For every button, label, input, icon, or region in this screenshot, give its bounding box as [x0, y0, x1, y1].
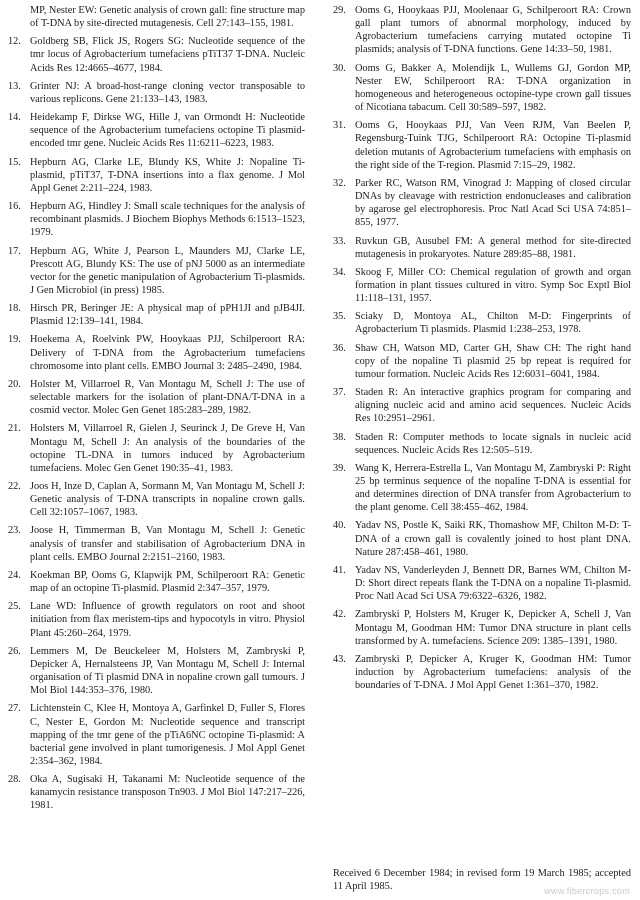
reference-number: 22.: [8, 481, 21, 492]
reference-entry: [8, 200, 305, 239]
reference-number: 33.: [333, 235, 346, 247]
reference-text: Grinter NJ: A broad-host-range cloning vector transposable to various replicons. Gene 21:133–143, 1983.: [30, 80, 305, 105]
reference-text: Staden R: Computer methods to locate signals in nucleic acid sequences. Nucleic Acids Res 12:505–519.: [355, 431, 631, 456]
reference-text: Joose H, Timmerman B, Van Montagu M, Schell J: Genetic analysis of transfer and stabilisation of Agrobacterium DNA in plant cells. EMBO Journal 2:2151–2160, 1983.: [30, 525, 305, 563]
reference-number: 36.: [333, 342, 346, 354]
reference-number: 39.: [333, 462, 346, 474]
reference-number: 26.: [8, 645, 21, 657]
reference-entry: [333, 431, 631, 457]
reference-number: 16.: [8, 201, 21, 213]
reference-entry: [8, 156, 305, 195]
reference-entry: [8, 35, 305, 74]
reference-text: Yadav NS, Vanderleyden J, Bennett DR, Barnes WM, Chilton M-D: Short direct repeats flank the T-DNA on a nopaline Ti-plasmid. Proc Natl Acad Sci USA 79:6322–6326, 1982.: [355, 564, 631, 603]
reference-column-right: [333, 4, 631, 697]
reference-entry: [333, 119, 631, 172]
reference-entry: [333, 62, 631, 115]
reference-number: 31.: [333, 120, 346, 132]
reference-number: 25.: [8, 601, 21, 613]
reference-entry: [333, 519, 631, 558]
reference-entry: [8, 333, 305, 372]
reference-number: 12.: [8, 36, 21, 48]
reference-text: Hepburn AG, Clarke LE, Blundy KS, White J: Nopaline Ti-plasmid, pTiT37, T-DNA insertions into a flax genome. J Mol Appl Genet 2:211–224, 1983.: [30, 156, 305, 194]
reference-entry: [8, 245, 305, 298]
reference-entry: [333, 177, 631, 230]
reference-text: Lane WD: Influence of growth regulators on root and shoot initiation from flax meristem-tips and hypocotyls in vitro. Physiol Plant 45:260–264, 1979.: [30, 601, 305, 639]
reference-entry: [333, 342, 631, 381]
reference-entry: [8, 600, 305, 639]
reference-text: Ruvkun GB, Ausubel FM: A general method for site-directed mutagenesis in prokaryotes. Nature 289:85–88, 1981.: [355, 235, 631, 260]
reference-number: 14.: [8, 112, 21, 124]
reference-text: Hoekema A, Roelvink PW, Hooykaas PJJ, Schilperoort RA: Delivery of T-DNA from the Agrobacterium tumefaciens chromosome into plant cells. EMBO Journal 3: 2485–2490, 1984.: [30, 334, 305, 372]
reference-number: 43.: [333, 653, 346, 665]
reference-text: Ooms G, Bakker A, Molendijk L, Wullems GJ, Gordon MP, Nester EW, Schilperoort RA: T-DNA organization in homogeneous and heterogeneous octopine-type crown gall tissues of Nicotiana tabacum. Cell 30:589–597, 1982.: [355, 62, 631, 114]
reference-number: 18.: [8, 303, 21, 315]
reference-text: MP, Nester EW: Genetic analysis of crown gall: fine structure map of T-DNA by site-directed mutagenesis. Cell 27:143–155, 1981.: [30, 5, 305, 30]
reference-number: 32.: [333, 177, 346, 189]
reference-text: Zambryski P, Depicker A, Kruger K, Goodman HM: Tumor induction by Agrobacterium tumefaciens: analysis of the boundaries of T-DNA. J Mol Appl Genet 1:361–370, 1982.: [355, 653, 631, 692]
reference-entry: [333, 653, 631, 692]
reference-entry: [8, 773, 305, 812]
reference-entry: [8, 111, 305, 150]
reference-text: Wang K, Herrera-Estrella L, Van Montagu M, Zambryski P: Right 25 bp terminus sequence of the nopaline T-DNA is essential for and determines direction of DNA transfer from Agrobacterium to the plant genome. Cell 38:455–462, 1984.: [355, 462, 631, 514]
reference-text: Lemmers M, De Beuckeleer M, Holsters M, Zambryski P, Depicker A, Hernalsteens JP, Van Montagu M, Schell J: Internal organisation of Ti plasmid DNA in nopaline crown gall tumours. J Mol Biol 144:353–376, 1980.: [30, 645, 305, 697]
reference-text: Holsters M, Villarroel R, Gielen J, Seurinck J, De Greve H, Van Montagu M, Schell J: An analysis of the boundaries of the octopine TL-DNA in tumors induced by Agrobacterium tumefaciens. Molec Gen Genet 190:35–41, 1983.: [30, 423, 305, 474]
reference-entry: [8, 302, 305, 328]
reference-entry: [8, 645, 305, 698]
reference-text: Sciaky D, Montoya AL, Chilton M-D: Fingerprints of Agrobacterium Ti plasmids. Plasmid 1:238–253, 1978.: [355, 311, 631, 336]
reference-number: 37.: [333, 387, 346, 399]
reference-text: Joos H, Inze D, Caplan A, Sormann M, Van Montagu M, Schell J: Genetic analysis of T-DNA transcripts in nopaline crown galls. Cell 32:1057–1067, 1983.: [30, 481, 305, 519]
reference-number: 21.: [8, 423, 21, 435]
reference-text: Skoog F, Miller CO: Chemical regulation of growth and organ formation in plant tissues cultured in vitro. Symp Soc Exptl Biol 11:118–131, 1957.: [355, 266, 631, 305]
reference-entry: [8, 378, 305, 417]
reference-entry: [8, 80, 305, 106]
reference-number: 42.: [333, 609, 346, 621]
reference-number: 30.: [333, 62, 346, 74]
reference-text: Holster M, Villarroel R, Van Montagu M, Schell J: The use of selectable markers for the isolation of plant-DNA/T-DNA in a cosmid vector. Molec Gen Genet 185:283–289, 1982.: [30, 378, 305, 417]
reference-entry: [333, 608, 631, 647]
reference-text: Yadav NS, Postle K, Saiki RK, Thomashow MF, Chilton M-D: T-DNA of a crown gall is covalently joined to host plant DNA. Nature 287:458–461, 1980.: [355, 520, 631, 558]
reference-text: Parker RC, Watson RM, Vinograd J: Mapping of closed circular DNAs by cleavage with restriction endonucleases and calibration by agarose gel electrophoresis. Proc Natl Acad Sci USA 74:851–855, 1977.: [355, 177, 631, 229]
reference-number: 28.: [8, 774, 21, 786]
reference-number: 35.: [333, 311, 346, 323]
reference-text: Lichtenstein C, Klee H, Montoya A, Garfinkel D, Fuller S, Flores C, Nester E, Gordon M: Nucleotide sequence and transcript mapping of the tmr gene of the pTiA6NC octopine Ti-plasmid: A bacterial gene involved in plant tumorigenesis. J Mol Appl Genet 2:354–362, 1984.: [30, 703, 305, 767]
reference-text: Oka A, Sugisaki H, Takanami M: Nucleotide sequence of the kanamycin resistance transposon Tn903. J Mol Biol 147:217–226, 1981.: [30, 774, 305, 812]
reference-entry: [333, 386, 631, 425]
reference-number: 23.: [8, 525, 21, 537]
reference-entry: [333, 564, 631, 603]
reference-entry: [8, 569, 305, 595]
reference-text: Hepburn AG, Hindley J: Small scale techniques for the analysis of recombinant plasmids. J Biochem Biophys Methods 6:1513–1523, 1979.: [30, 201, 305, 239]
reference-text: Shaw CH, Watson MD, Carter GH, Shaw CH: The right hand copy of the nopaline Ti plasmid 25 bp repeat is required for tumour formation. Nucleic Acids Res 12:6031–6041, 1984.: [355, 342, 631, 380]
reference-entry: [8, 4, 305, 30]
reference-column-left: [8, 4, 305, 818]
reference-text: Ooms G, Hooykaas PJJ, Moolenaar G, Schilperoort RA: Crown gall plant tumors of abnormal morphology, induced by Agrobacterium tumefaciens carrying mutated octopine Ti plasmids; analysis of T-DNA functions. Gene 14:33–50, 1981.: [355, 5, 631, 56]
reference-text: Hirsch PR, Beringer JE: A physical map of pPH1JI and pJB4JI. Plasmid 12:139–141, 1984.: [30, 303, 305, 328]
reference-entry: [333, 4, 631, 57]
reference-entry: [8, 422, 305, 475]
reference-entry: [333, 266, 631, 305]
reference-text: Staden R: An interactive graphics program for comparing and aligning nucleic acid and amino acid sequences. Nucleic Acids Res 10:2951–2961.: [355, 387, 631, 425]
reference-number: 40.: [333, 520, 346, 532]
reference-number: 19.: [8, 334, 21, 346]
reference-entry: [333, 310, 631, 336]
website-watermark: www.fibercrops.com: [544, 886, 630, 896]
reference-number: 41.: [333, 564, 346, 576]
reference-entry: [333, 235, 631, 261]
reference-entry: [333, 462, 631, 515]
reference-number: 27.: [8, 703, 21, 715]
reference-number: 38.: [333, 431, 346, 443]
reference-text: Heidekamp F, Dirkse WG, Hille J, van Ormondt H: Nucleotide sequence of the Agrobacterium tumefaciens octopine Ti plasmid-encoded tmr gene. Nucleic Acids Res 11:6211–6223, 1983.: [30, 112, 305, 150]
reference-text: Zambryski P, Holsters M, Kruger K, Depicker A, Schell J, Van Montagu M, Goodman HM: Tumor DNA structure in plant cells transformed by A. tumefaciens. Science 209: 1385–1391, 1980.: [355, 609, 631, 647]
reference-entry: [8, 702, 305, 768]
reference-text: Goldberg SB, Flick JS, Rogers SG: Nucleotide sequence of the tmr locus of Agrobacterium tumefaciens pTiT37 T-DNA. Nucleic Acids Res 12:4665–4677, 1984.: [30, 36, 305, 74]
reference-text: Hepburn AG, White J, Pearson L, Maunders MJ, Clarke LE, Prescott AG, Blundy KS: The use of pNJ 5000 as an intermediate vector for the genetic manipulation of Agrobacterium Ti-plasmids. J Gen Microbiol (in press) 1985.: [30, 245, 305, 296]
reference-number: 13.: [8, 80, 21, 92]
received-date-note: Received 6 December 1984; in revised form 19 March 1985; accepted 11 April 1985.: [333, 868, 631, 893]
reference-text: Koekman BP, Ooms G, Klapwijk PM, Schilperoort RA: Genetic map of an octopine Ti-plasmid. Plasmid 2:347–357, 1979.: [30, 569, 305, 595]
reference-number: 20.: [8, 378, 21, 390]
reference-number: 34.: [333, 266, 346, 278]
reference-entry: [8, 480, 305, 519]
reference-text: Ooms G, Hooykaas PJJ, Van Veen RJM, Van Beelen P, Regensburg-Tuink TJG, Schilperoort RA: Octopine Ti-plasmid deletion mutants of Agrobacterium tumefaciens with emphasis on the right side of the T-region. Plasmid 7:15–29, 1982.: [355, 120, 631, 171]
reference-number: 24.: [8, 569, 21, 581]
reference-number: 15.: [8, 156, 21, 168]
reference-number: 17.: [8, 245, 21, 257]
reference-number: 29.: [333, 5, 346, 16]
reference-entry: [8, 524, 305, 563]
